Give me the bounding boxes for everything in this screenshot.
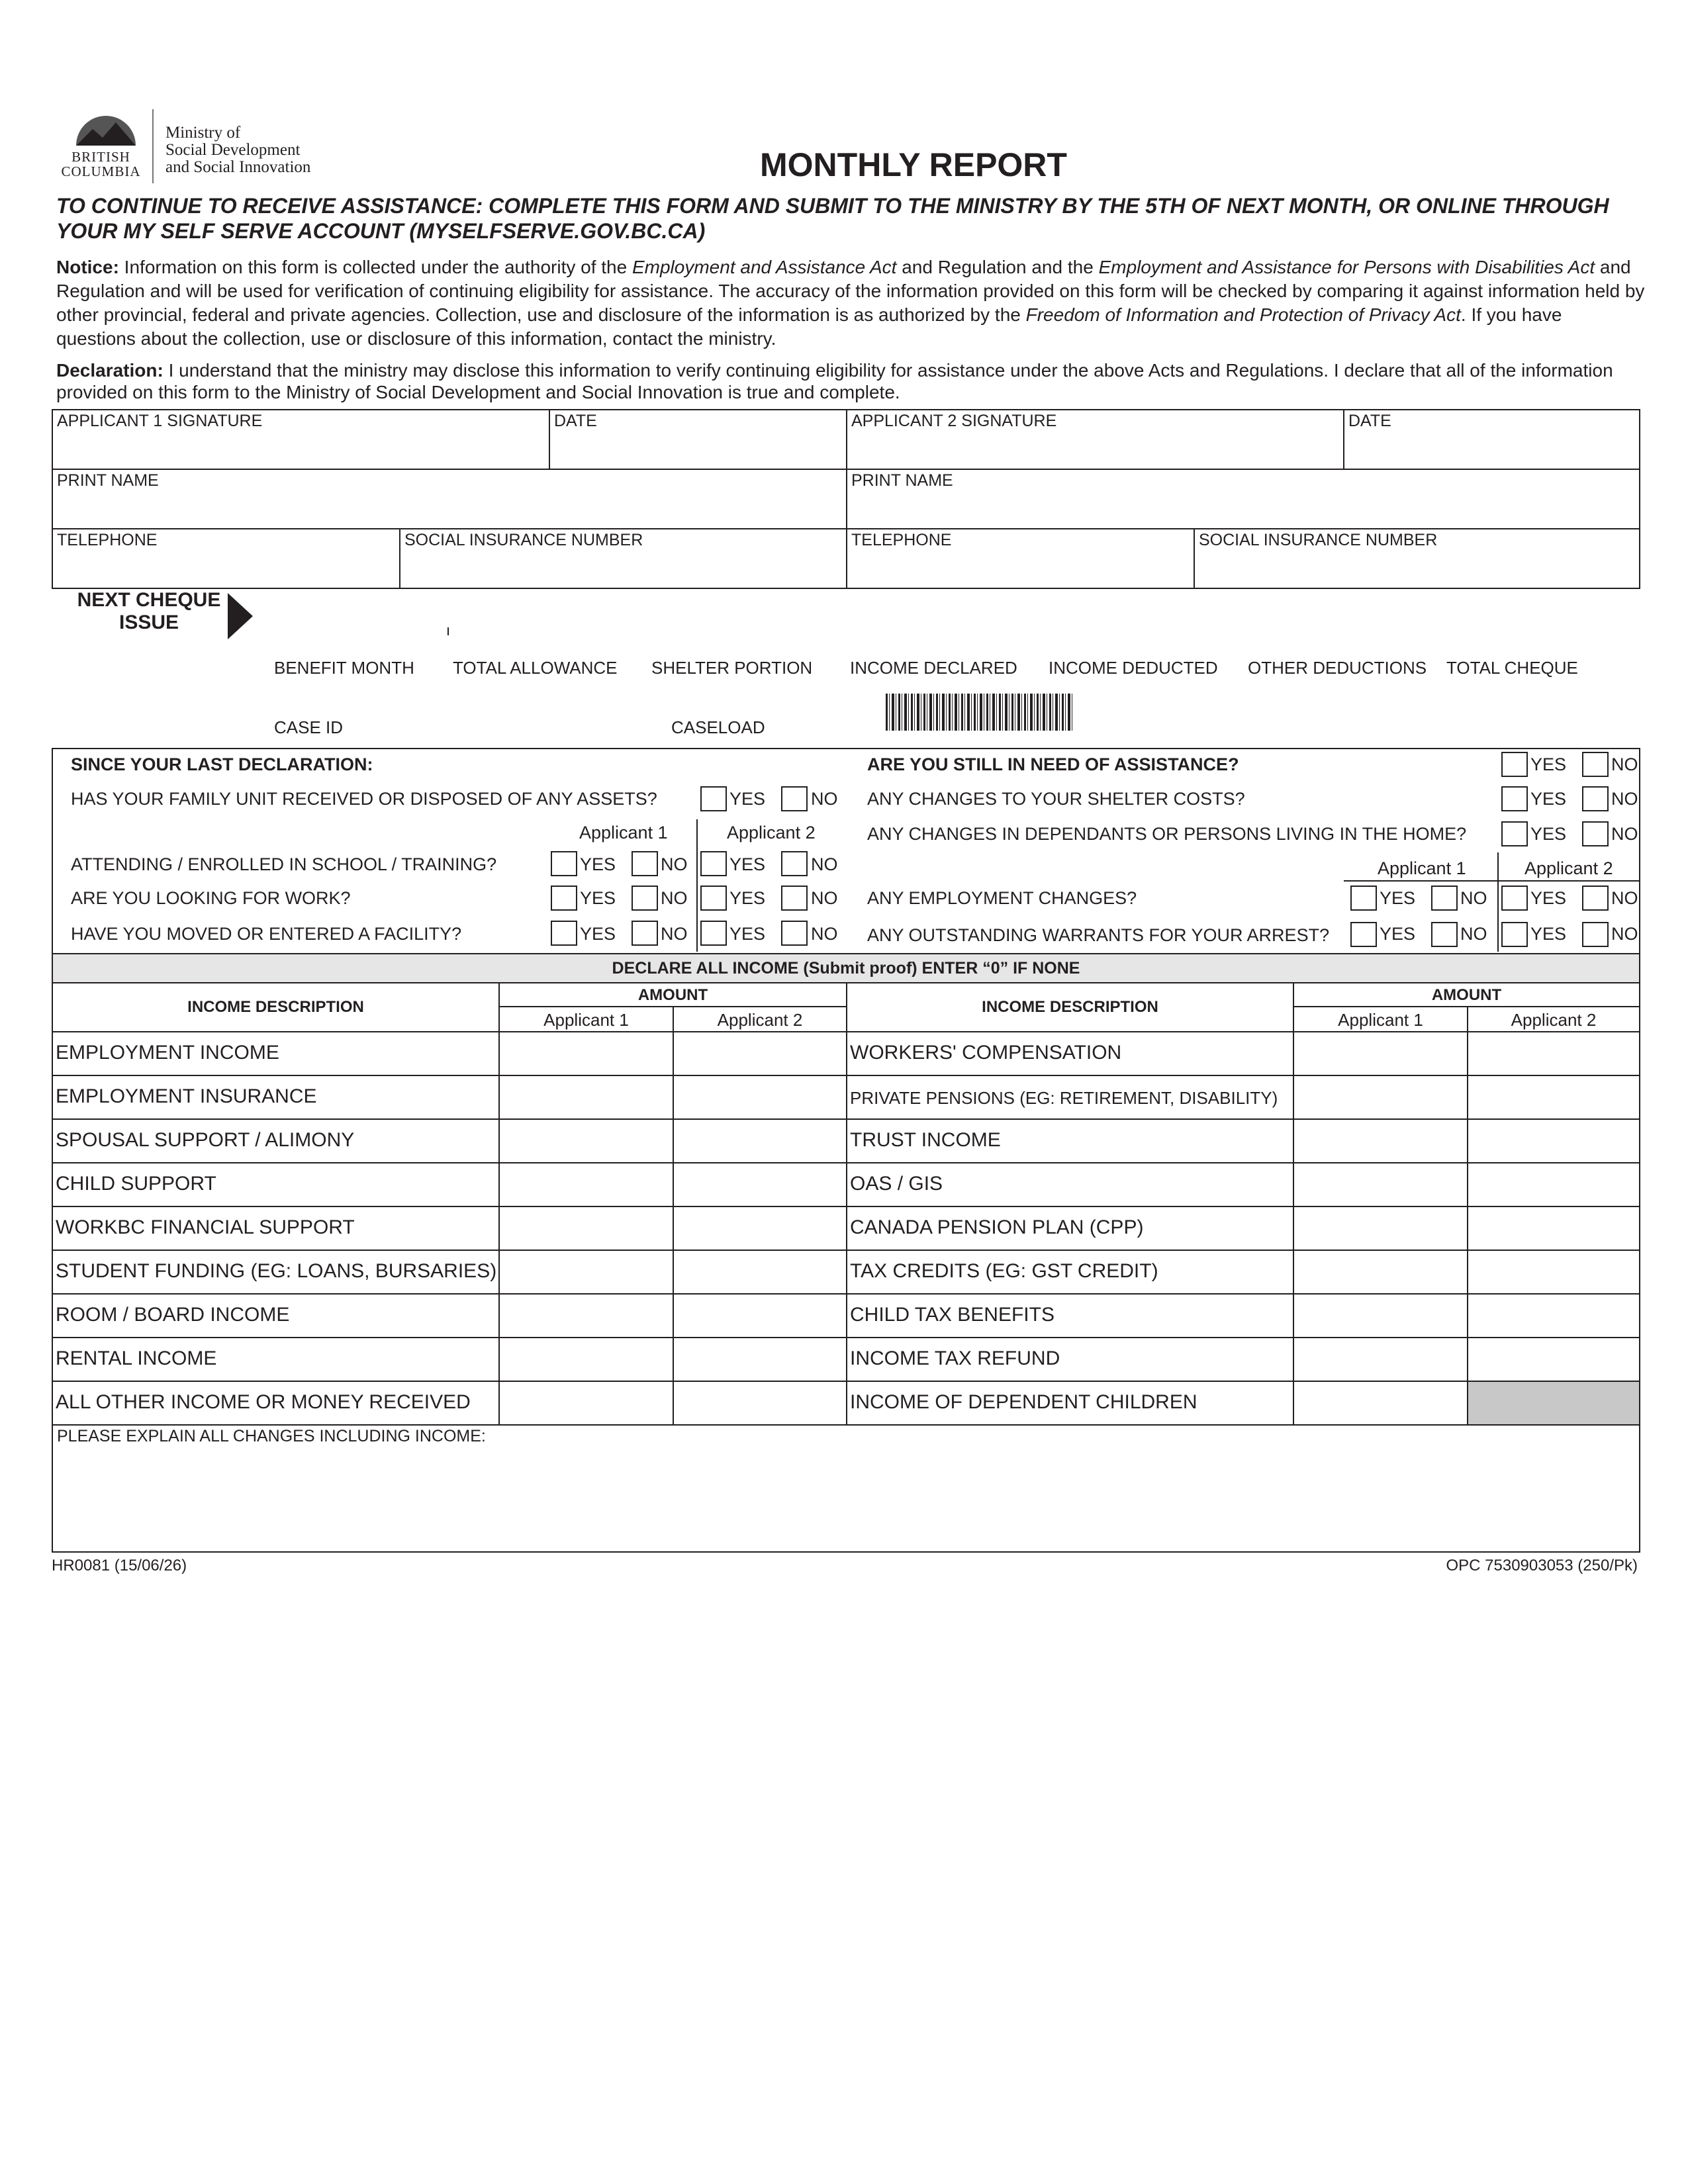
work-a2-no-checkbox[interactable] [781,886,808,911]
income-right-applicant1-amount[interactable] [1293,1250,1468,1295]
income-row-right-description [846,1075,1294,1120]
explain-changes-label: PLEASE EXPLAIN ALL CHANGES INCLUDING INCOME: [57,1427,486,1445]
income-right-applicant2-amount[interactable] [1467,1162,1640,1207]
employment-a2-no-checkbox[interactable] [1582,886,1609,911]
income-right-applicant1-amount[interactable] [1293,1118,1468,1163]
left-amount-header: AMOUNT [498,982,847,1007]
work-a2-yes-checkbox[interactable] [700,886,727,911]
declare-income-text: DECLARE ALL INCOME (Submit proof) ENTER “0” IF NONE [612,959,1080,978]
signature-block [52,409,1640,589]
applicant1-date-field[interactable]: DATE [549,409,847,470]
school-a1-yes-label: YES [580,854,616,874]
applicant2-telephone-field[interactable]: TELEPHONE [846,528,1195,589]
school-a1-no-checkbox[interactable] [632,851,658,876]
income-row-right-description [846,1031,1294,1076]
assets-yes-checkbox[interactable] [700,786,727,811]
assets-question: HAS YOUR FAMILY UNIT RECEIVED OR DISPOSED OF ANY ASSETS? [71,789,657,809]
school-question: ATTENDING / ENROLLED IN SCHOOL / TRAINING? [71,854,497,874]
right-applicant2-header: Applicant 2 [1467,1006,1640,1032]
income-description-label: WORKERS' COMPENSATION [850,1042,1122,1064]
school-a2-no-checkbox[interactable] [781,851,808,876]
income-description-label: EMPLOYMENT INCOME [56,1042,279,1064]
income-left-applicant1-amount[interactable] [498,1250,674,1295]
income-right-applicant1-amount[interactable] [1293,1206,1468,1251]
moved-a1-yes-label: YES [580,924,616,944]
assets-yes-label: YES [729,789,766,809]
income-right-applicant2-amount-disabled [1467,1381,1640,1426]
income-left-applicant2-amount[interactable] [673,1381,847,1426]
income-right-applicant1-amount[interactable] [1293,1337,1468,1382]
assets-no-label: NO [811,789,838,809]
income-left-applicant1-amount[interactable] [498,1206,674,1251]
employment-a1-yes-checkbox[interactable] [1350,886,1377,911]
income-right-applicant1-amount[interactable] [1293,1075,1468,1120]
ministry-name: Ministry of Social Development and Social Innovation [165,124,311,176]
applicant2-signature-field[interactable]: APPLICANT 2 SIGNATURE [846,409,1344,470]
left-applicant1-header: Applicant 1 [498,1006,674,1032]
arrow-right-icon [228,593,254,639]
income-left-applicant2-amount[interactable] [673,1293,847,1338]
employment-changes-question: ANY EMPLOYMENT CHANGES? [867,888,1137,908]
income-row-right-description [846,1206,1294,1251]
moved-a1-no-checkbox[interactable] [632,921,658,946]
applicant2-date-field[interactable]: DATE [1343,409,1640,470]
income-left-applicant1-amount[interactable] [498,1075,674,1120]
opc-code: OPC 7530903053 (250/Pk) [1446,1557,1638,1574]
total-cheque-label: TOTAL CHEQUE [1446,658,1578,678]
income-table [52,982,1640,1426]
declaration-paragraph: Declaration: I understand that the ministry may disclose this information to verify continuing eligibility for assistance under the above Acts and Regulations. I declare that all of the information provided on this form to the Ministry of Social Development and Social Innovation is true and complete. [56,360,1613,402]
still-need-yes-label: YES [1530,754,1567,774]
shelter-yes-label: YES [1530,789,1567,809]
income-row-left-description [52,1293,500,1338]
school-a1-yes-checkbox[interactable] [551,851,577,876]
shelter-question: ANY CHANGES TO YOUR SHELTER COSTS? [867,789,1245,809]
right-applicant1-column-label: Applicant 1 [1378,858,1466,878]
moved-a2-no-checkbox[interactable] [781,921,808,946]
work-a1-yes-label: YES [580,888,616,908]
income-description-label: CHILD TAX BENEFITS [850,1304,1055,1326]
applicant1-column-label: Applicant 1 [579,823,668,842]
dependants-yes-label: YES [1530,824,1567,844]
income-row-right-description [846,1118,1294,1163]
work-a2-yes-label: YES [729,888,766,908]
income-left-applicant2-amount[interactable] [673,1162,847,1207]
income-right-applicant2-amount[interactable] [1467,1031,1640,1076]
caseload-label: CASELOAD [671,717,765,737]
income-declared-label: INCOME DECLARED [850,658,1017,678]
dependants-no-checkbox[interactable] [1582,821,1609,846]
shelter-yes-checkbox[interactable] [1501,786,1528,811]
still-need-no-label: NO [1611,754,1638,774]
right-applicant-header-rule [1344,880,1640,882]
logo-divider [152,109,154,183]
warrants-question: ANY OUTSTANDING WARRANTS FOR YOUR ARREST? [867,925,1330,945]
income-row-left-description [52,1250,500,1295]
income-row-right-description [846,1381,1294,1426]
applicant1-signature-field[interactable]: APPLICANT 1 SIGNATURE [52,409,550,470]
explain-changes-field[interactable] [52,1424,1640,1553]
shelter-no-checkbox[interactable] [1582,786,1609,811]
school-a2-yes-checkbox[interactable] [700,851,727,876]
income-row-right-description [846,1250,1294,1295]
income-description-label: INCOME TAX REFUND [850,1347,1060,1369]
income-description-label: SPOUSAL SUPPORT / ALIMONY [56,1129,355,1151]
moved-question: HAVE YOU MOVED OR ENTERED A FACILITY? [71,924,462,944]
moved-a1-no-label: NO [661,924,688,944]
warrants-a2-no-checkbox[interactable] [1582,922,1609,947]
shelter-no-label: NO [1611,789,1638,809]
right-applicant2-column-label: Applicant 2 [1524,858,1613,878]
work-a1-no-checkbox[interactable] [632,886,658,911]
income-left-applicant1-amount[interactable] [498,1293,674,1338]
income-right-applicant2-amount[interactable] [1467,1250,1640,1295]
income-left-applicant2-amount[interactable] [673,1337,847,1382]
income-row-left-description [52,1381,500,1426]
income-left-applicant1-amount[interactable] [498,1118,674,1163]
warrants-a2-yes-label: YES [1530,924,1567,944]
since-last-declaration-heading: SINCE YOUR LAST DECLARATION: [71,754,373,774]
applicant1-sin-field[interactable]: SOCIAL INSURANCE NUMBER [399,528,847,589]
dependants-yes-checkbox[interactable] [1501,821,1528,846]
income-left-applicant1-amount[interactable] [498,1337,674,1382]
employment-a2-yes-label: YES [1530,888,1567,908]
income-row-left-description [52,1075,500,1120]
warrants-a2-no-label: NO [1611,924,1638,944]
income-left-applicant2-amount[interactable] [673,1250,847,1295]
applicant2-column-label: Applicant 2 [727,823,816,842]
total-allowance-label: TOTAL ALLOWANCE [453,658,618,678]
income-right-applicant1-amount[interactable] [1293,1031,1468,1076]
income-left-applicant2-amount[interactable] [673,1206,847,1251]
instruction-banner: TO CONTINUE TO RECEIVE ASSISTANCE: COMPLETE THIS FORM AND SUBMIT TO THE MINISTRY BY THE 5TH OF NEXT MONTH, OR ONLINE THROUGH YOUR MY SELF SERVE ACCOUNT (MYSELFSERVE.GOV.BC.CA) [56,194,1609,243]
right-applicant-column-divider [1497,852,1499,952]
work-a1-yes-checkbox[interactable] [551,886,577,911]
warrants-a1-no-checkbox[interactable] [1431,922,1458,947]
income-left-applicant1-amount[interactable] [498,1381,674,1426]
income-right-applicant2-amount[interactable] [1467,1118,1640,1163]
assets-no-checkbox[interactable] [781,786,808,811]
moved-a2-yes-label: YES [729,924,766,944]
bc-sun-mountain-icon [70,106,142,149]
warrants-a1-yes-checkbox[interactable] [1350,922,1377,947]
declare-income-banner [52,953,1640,983]
applicant-column-divider [696,819,698,952]
income-right-applicant2-amount[interactable] [1467,1293,1640,1338]
work-a2-no-label: NO [811,888,838,908]
employment-a2-yes-checkbox[interactable] [1501,886,1528,911]
income-description-label: INCOME OF DEPENDENT CHILDREN [850,1391,1197,1413]
income-description-label: ALL OTHER INCOME OR MONEY RECEIVED [56,1391,471,1413]
work-a1-no-label: NO [661,888,688,908]
tick-mark [447,627,449,635]
employment-a2-no-label: NO [1611,888,1638,908]
next-cheque-issue-label: NEXT CHEQUE ISSUE [77,589,221,633]
income-description-label: PRIVATE PENSIONS (EG: RETIREMENT, DISABILITY) [850,1088,1278,1108]
school-a2-yes-label: YES [729,854,766,874]
income-description-label: TAX CREDITS (EG: GST CREDIT) [850,1260,1158,1282]
income-description-label: EMPLOYMENT INSURANCE [56,1085,317,1107]
still-need-no-checkbox[interactable] [1582,752,1609,777]
employment-a1-yes-label: YES [1380,888,1416,908]
dependants-question: ANY CHANGES IN DEPENDANTS OR PERSONS LIVING IN THE HOME? [867,824,1467,844]
form-id: HR0081 (15/06/26) [52,1557,187,1574]
income-left-applicant2-amount[interactable] [673,1118,847,1163]
income-description-label: RENTAL INCOME [56,1347,217,1369]
school-a2-no-label: NO [811,854,838,874]
left-applicant2-header: Applicant 2 [673,1006,847,1032]
income-deducted-label: INCOME DEDUCTED [1049,658,1218,678]
income-left-applicant1-amount[interactable] [498,1031,674,1076]
moved-a2-yes-checkbox[interactable] [700,921,727,946]
left-description-header: INCOME DESCRIPTION [52,982,500,1032]
income-description-label: STUDENT FUNDING (EG: LOANS, BURSARIES) [56,1260,497,1282]
income-right-applicant2-amount[interactable] [1467,1337,1640,1382]
right-amount-header: AMOUNT [1293,982,1640,1007]
income-row-right-description [846,1162,1294,1207]
income-description-label: ROOM / BOARD INCOME [56,1304,290,1326]
income-description-label: OAS / GIS [850,1173,943,1195]
income-left-applicant1-amount[interactable] [498,1162,674,1207]
income-description-label: CHILD SUPPORT [56,1173,216,1195]
case-id-label: CASE ID [274,717,344,737]
income-row-left-description [52,1162,500,1207]
applicant2-print-name-field[interactable]: PRINT NAME [846,469,1640,529]
income-left-applicant2-amount[interactable] [673,1075,847,1120]
income-right-applicant2-amount[interactable] [1467,1206,1640,1251]
warrants-a1-yes-label: YES [1380,924,1416,944]
income-right-applicant1-amount[interactable] [1293,1381,1468,1426]
page-title: MONTHLY REPORT [760,146,1067,183]
income-row-right-description [846,1337,1294,1382]
right-description-header: INCOME DESCRIPTION [846,982,1294,1032]
income-description-label: CANADA PENSION PLAN (CPP) [850,1216,1144,1238]
income-row-left-description [52,1031,500,1076]
income-right-applicant1-amount[interactable] [1293,1162,1468,1207]
warrants-a1-no-label: NO [1460,924,1487,944]
warrants-a2-yes-checkbox[interactable] [1501,922,1528,947]
employment-a1-no-label: NO [1460,888,1487,908]
applicant1-print-name-field[interactable]: PRINT NAME [52,469,847,529]
employment-a1-no-checkbox[interactable] [1431,886,1458,911]
school-a1-no-label: NO [661,854,688,874]
shelter-portion-label: SHELTER PORTION [651,658,813,678]
income-description-label: TRUST INCOME [850,1129,1001,1151]
income-right-applicant2-amount[interactable] [1467,1075,1640,1120]
ministry-logo [56,106,334,185]
income-left-applicant2-amount[interactable] [673,1031,847,1076]
moved-a1-yes-checkbox[interactable] [551,921,577,946]
dependants-no-label: NO [1611,824,1638,844]
income-row-right-description [846,1293,1294,1338]
still-need-yes-checkbox[interactable] [1501,752,1528,777]
benefit-month-label: BENEFIT MONTH [274,658,414,678]
work-question: ARE YOU LOOKING FOR WORK? [71,888,351,908]
other-deductions-label: OTHER DEDUCTIONS [1248,658,1427,678]
province-name: BRITISH COLUMBIA [61,149,141,179]
applicant1-telephone-field[interactable]: TELEPHONE [52,528,400,589]
income-right-applicant1-amount[interactable] [1293,1293,1468,1338]
notice-paragraph: Notice: Information on this form is collected under the authority of the Employment and Assistance Act and Regulation and the Employment and Assistance for Persons with Disabilities Act and Regulation and will be used for verification of continuing eligibility for assistance. The accuracy of the information provided on this form will be checked by comparing it against information held by other provincial, federal and private agencies. Collection, use and disclosure of the information is as authorized by the Freedom of Information and Protection of Privacy Act. If you have questions about the collection, use or disclosure of this information, contact the ministry. [56,257,1645,349]
income-row-left-description [52,1118,500,1163]
applicant2-sin-field[interactable]: SOCIAL INSURANCE NUMBER [1194,528,1640,589]
right-applicant1-header: Applicant 1 [1293,1006,1468,1032]
still-need-question: ARE YOU STILL IN NEED OF ASSISTANCE? [867,754,1239,774]
barcode [886,694,1074,731]
income-row-left-description [52,1337,500,1382]
income-row-left-description [52,1206,500,1251]
moved-a2-no-label: NO [811,924,838,944]
income-description-label: WORKBC FINANCIAL SUPPORT [56,1216,355,1238]
